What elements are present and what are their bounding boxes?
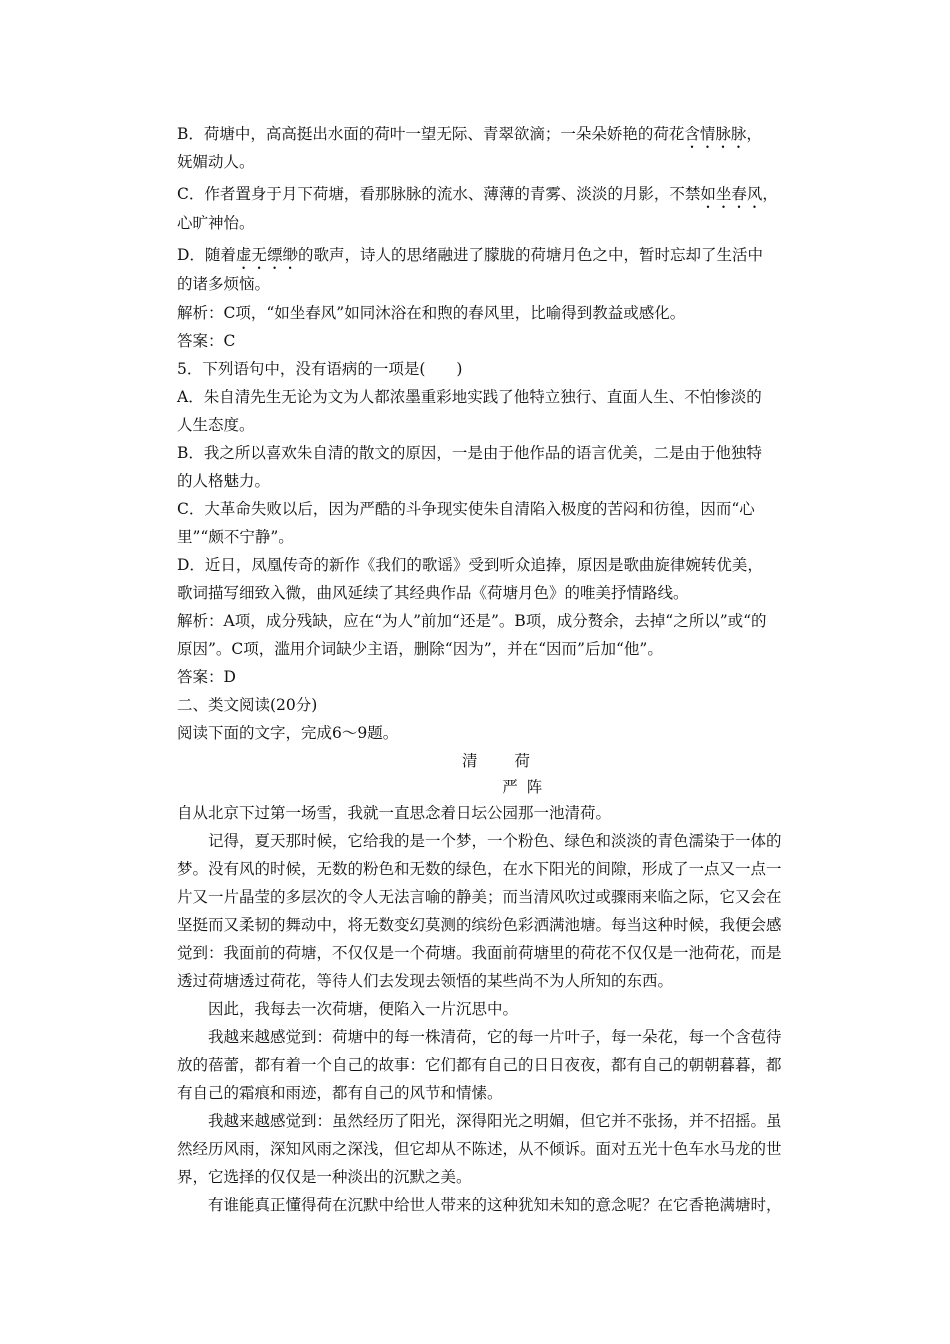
- text-line: [177, 1111, 817, 1131]
- text-segment: 自从北京下过第一场雪，我就一直思念着日坛公园那一池清荷。: [177, 804, 612, 822]
- text-segment: 答案：D: [177, 668, 236, 686]
- text-line: [177, 583, 817, 603]
- text-segment: 片又一片晶莹的多层次的令人无法言喻的静美；而当清风吹过或骤雨来临之际，它又会在: [177, 888, 782, 906]
- text-segment: D．随着: [177, 246, 236, 264]
- text-segment: B．我之所以喜欢朱自清的散文的原因，一是由于他作品的语言优美，二是由于他独特: [177, 444, 762, 462]
- text-segment: 然经历风雨，深知风雨之深浅，但它却从不陈述，从不倾诉。面对五光十色车水马龙的世: [177, 1140, 782, 1158]
- text-line: [177, 695, 817, 715]
- text-line: [177, 971, 817, 991]
- text-line: [177, 667, 817, 687]
- text-line: [177, 303, 817, 323]
- text-segment: ，: [746, 125, 762, 143]
- text-segment: 5．下列语句中，没有语病的一项是( ): [177, 360, 463, 378]
- text-segment: ，: [762, 185, 778, 203]
- text-segment: 有谁能真正懂得荷在沉默中给世人带来的这种犹知未知的意念呢？在它香艳满塘时，: [208, 1196, 782, 1214]
- text-line: [177, 152, 817, 172]
- text-line: [177, 999, 817, 1019]
- text-line: [177, 245, 817, 273]
- text-segment: C．大革命失败以后，因为严酷的斗争现实使朱自清陷入极度的苦闷和彷徨，因而“心: [177, 500, 755, 518]
- text-line: [177, 859, 817, 879]
- text-segment: 的诸多烦恼。: [177, 275, 271, 293]
- text-segment: 解析：A项，成分残缺，应在“为人”前加“还是”。B项，成分赘余，去掉“之所以”或“的: [177, 612, 767, 630]
- text-segment: 记得，夏天那时候，它给我的是一个梦，一个粉色、绿色和淡淡的青色濡染于一体的: [208, 832, 782, 850]
- text-line: [177, 213, 817, 233]
- text-segment: C．作者置身于月下荷塘，看那脉脉的流水、薄薄的青雾、淡淡的月影，不禁: [177, 185, 701, 203]
- text-segment: 答案：C: [177, 332, 236, 350]
- text-line: [177, 184, 817, 212]
- text-line: [177, 1167, 817, 1187]
- text-line: [177, 887, 817, 907]
- emphasized-phrase: 虚无缥缈: [235, 246, 298, 264]
- text-segment: D．近日，凤凰传奇的新作《我们的歌谣》受到听众追捧，原因是歌曲旋律婉转优美，: [177, 556, 763, 574]
- text-segment: B．荷塘中，高高挺出水面的荷叶一望无际、青翠欲滴；一朵朵娇艳的荷花: [177, 125, 685, 143]
- text-line: [177, 723, 817, 743]
- text-line: [177, 331, 817, 351]
- text-line: [177, 943, 817, 963]
- text-segment: 里”“颇不宁静”。: [177, 528, 294, 546]
- text-segment: A．朱自清先生无论为文为人都浓墨重彩地实践了他特立独行、直面人生、不怕惨淡的: [177, 388, 762, 406]
- text-line: [177, 359, 817, 379]
- text-line: [177, 803, 817, 823]
- text-segment: 界，它选择的仅仅是一种淡出的沉默之美。: [177, 1168, 472, 1186]
- text-line: [177, 555, 817, 575]
- text-line: [177, 1027, 817, 1047]
- text-line: [177, 274, 817, 294]
- text-segment: 妩媚动人。: [177, 153, 255, 171]
- text-segment: 阅读下面的文字，完成6～9题。: [177, 724, 399, 742]
- text-line: [177, 443, 817, 463]
- text-segment: 的歌声，诗人的思绪融进了朦胧的荷塘月色之中，暂时忘却了生活中: [297, 246, 763, 264]
- text-line: [177, 1055, 817, 1075]
- text-segment: 原因”。C项，滥用介词缺少主语，删除“因为”，并在“因而”后加“他”。: [177, 640, 663, 658]
- text-segment: 我越来越感觉到：荷塘中的每一株清荷，它的每一片叶子，每一朵花，每一个含苞待: [208, 1028, 782, 1046]
- text-segment: 清 荷: [461, 752, 532, 770]
- text-segment: 解析：C项，“如坐春风”如同沐浴在和煦的春风里，比喻得到教益或感化。: [177, 304, 686, 322]
- text-segment: 严 阵: [449, 778, 545, 796]
- text-segment: 我越来越感觉到：虽然经历了阳光，深得阳光之明媚，但它并不张扬，并不招摇。虽: [208, 1112, 782, 1130]
- text-line: [177, 639, 817, 659]
- text-line: [177, 415, 817, 435]
- text-segment: 放的蓓蕾，都有着一个自己的故事：它们都有自己的日日夜夜，都有自己的朝朝暮暮，都: [177, 1056, 782, 1074]
- text-line: [177, 387, 817, 407]
- text-line: [177, 751, 817, 771]
- text-line: [177, 527, 817, 547]
- text-line: [177, 777, 817, 797]
- text-segment: 透过荷塘透过荷花，等待人们去发现去领悟的某些尚不为人所知的东西。: [177, 972, 674, 990]
- text-line: [177, 915, 817, 935]
- text-line: [177, 471, 817, 491]
- text-segment: 心旷神怡。: [177, 214, 255, 232]
- text-line: [177, 831, 817, 851]
- emphasized-phrase: 如坐春风: [700, 185, 763, 203]
- text-segment: 有自己的霜痕和雨迹，都有自己的风节和情愫。: [177, 1084, 503, 1102]
- text-segment: 因此，我每去一次荷塘，便陷入一片沉思中。: [208, 1000, 519, 1018]
- text-segment: 的人格魅力。: [177, 472, 271, 490]
- text-segment: 坚挺而又柔韧的舞动中，将无数变幻莫测的缤纷色彩洒满池塘。每当这种时候，我便会感: [177, 916, 782, 934]
- text-line: [177, 1195, 817, 1215]
- text-line: [177, 1139, 817, 1159]
- emphasized-phrase: 含情脉脉: [684, 125, 747, 143]
- text-line: [177, 499, 817, 519]
- text-segment: 人生态度。: [177, 416, 255, 434]
- text-line: [177, 1083, 817, 1103]
- text-segment: 梦。没有风的时候，无数的粉色和无数的绿色，在水下阳光的间隙，形成了一点又一点一: [177, 860, 782, 878]
- text-line: [177, 124, 817, 152]
- text-line: [177, 611, 817, 631]
- text-segment: 觉到：我面前的荷塘，不仅仅是一个荷塘。我面前荷塘里的荷花不仅仅是一池荷花，而是: [177, 944, 782, 962]
- text-segment: 二、类文阅读(20分): [177, 696, 318, 714]
- text-segment: 歌词描写细致入微，曲风延续了其经典作品《荷塘月色》的唯美抒情路线。: [177, 584, 689, 602]
